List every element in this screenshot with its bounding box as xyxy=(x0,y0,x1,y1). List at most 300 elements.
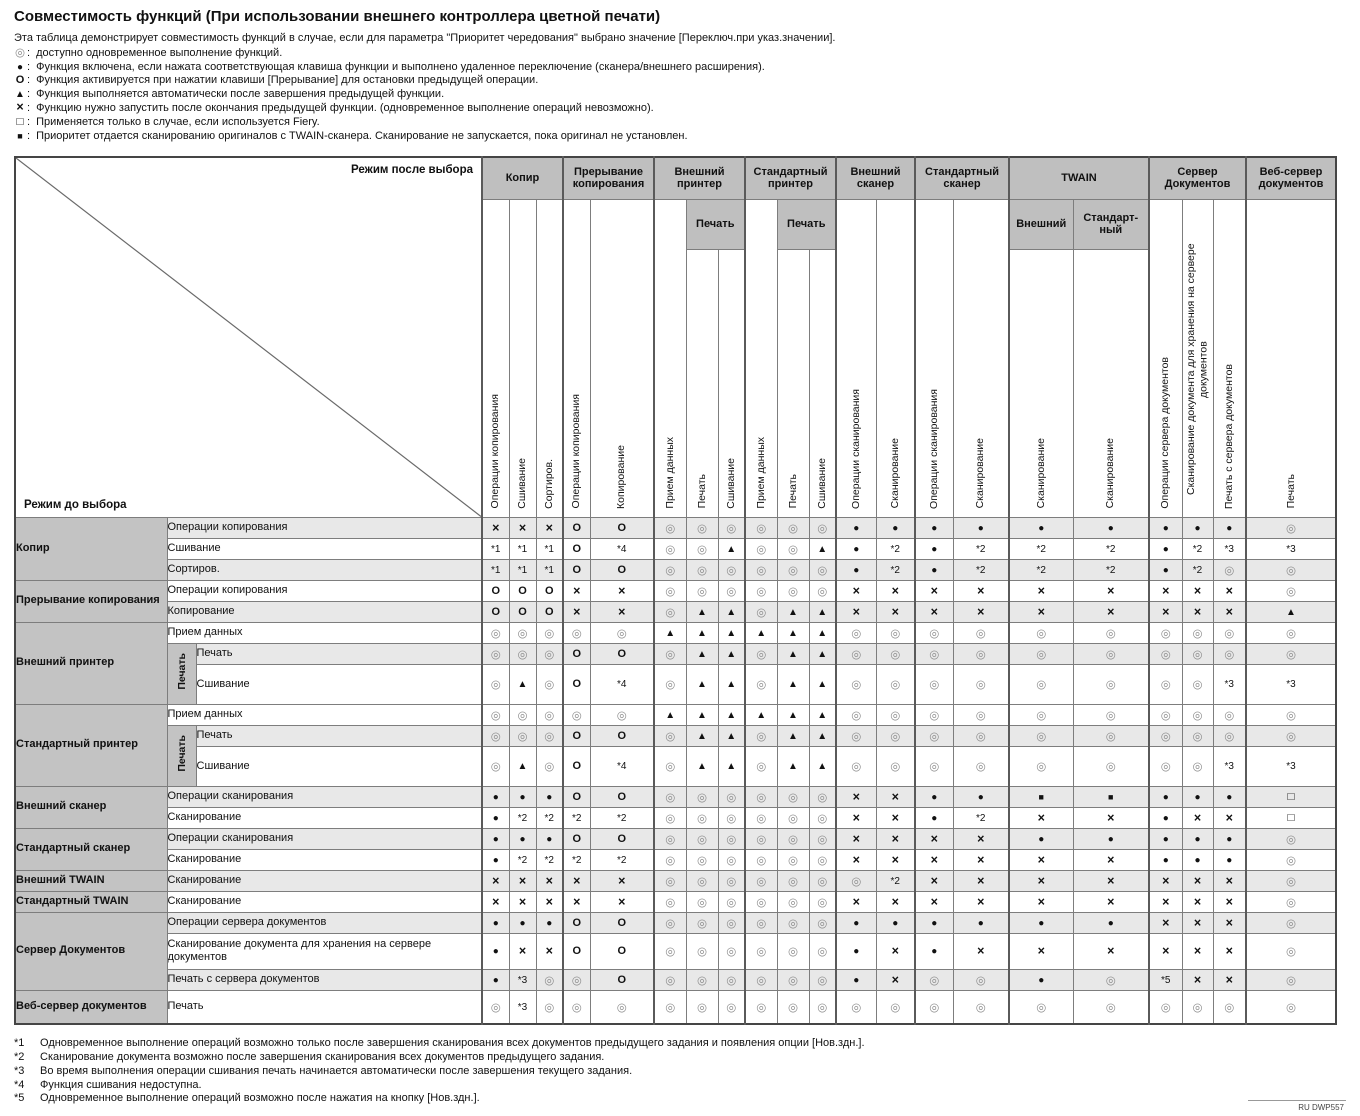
matrix-cell xyxy=(1182,912,1213,933)
symbol-note-3: *3 xyxy=(1286,679,1296,691)
matrix-cell xyxy=(1149,538,1182,559)
symbol-filled-circle: ● xyxy=(853,946,860,958)
matrix-cell xyxy=(563,912,590,933)
symbol-double-circle: ◎ xyxy=(544,648,555,661)
symbol-double-circle: ◎ xyxy=(756,791,767,804)
matrix-cell xyxy=(536,559,563,580)
matrix-cell xyxy=(482,725,509,746)
symbol-cross: × xyxy=(545,873,553,888)
symbol-double-circle: ◎ xyxy=(1285,585,1297,598)
matrix-cell xyxy=(563,849,590,870)
symbol-filled-circle: ● xyxy=(892,917,899,929)
matrix-cell xyxy=(536,786,563,807)
matrix-cell xyxy=(745,601,777,622)
matrix-cell xyxy=(1073,622,1149,643)
symbol-double-circle: ◎ xyxy=(490,1001,501,1014)
matrix-cell xyxy=(482,601,509,622)
symbol-double-circle: ◎ xyxy=(517,648,528,661)
symbol-filled-circle: ● xyxy=(519,791,526,803)
matrix-cell xyxy=(876,912,915,933)
matrix-cell xyxy=(536,664,563,704)
matrix-cell xyxy=(915,969,953,990)
matrix-cell xyxy=(686,849,718,870)
matrix-cell xyxy=(1182,517,1213,538)
symbol-cross: × xyxy=(1107,583,1115,598)
matrix-cell xyxy=(1213,704,1246,725)
matrix-cell xyxy=(1149,517,1182,538)
matrix-cell xyxy=(509,870,536,891)
symbol-black-square: ■ xyxy=(1108,791,1114,802)
matrix-cell xyxy=(1246,580,1336,601)
symbol-open-circle: O xyxy=(572,916,582,929)
matrix-cell xyxy=(1182,786,1213,807)
symbol-note-2: *2 xyxy=(1106,543,1116,555)
matrix-cell xyxy=(953,891,1009,912)
row-header: Сканирование документа для хранения на сервере документов xyxy=(167,933,482,969)
matrix-cell xyxy=(536,704,563,725)
matrix-cell xyxy=(953,746,1009,786)
matrix-cell xyxy=(876,704,915,725)
matrix-cell xyxy=(563,704,590,725)
symbol-double-circle: ◎ xyxy=(851,761,862,774)
matrix-cell xyxy=(718,807,745,828)
matrix-cell xyxy=(563,990,590,1024)
matrix-cell xyxy=(1246,559,1336,580)
matrix-cell xyxy=(718,786,745,807)
matrix-cell xyxy=(836,601,876,622)
symbol-double-circle: ◎ xyxy=(851,648,862,661)
symbol-double-circle: ◎ xyxy=(975,627,986,640)
symbol-double-circle: ◎ xyxy=(817,833,828,846)
matrix-cell xyxy=(563,664,590,704)
col-group-header: Стандартный принтер xyxy=(745,157,836,199)
symbol-cross: × xyxy=(1225,604,1233,619)
row-header: Операции копирования xyxy=(167,517,482,538)
symbol-white-square: □ xyxy=(1287,811,1295,824)
symbol-filled-circle: ● xyxy=(492,812,499,824)
symbol-filled-circle: ● xyxy=(492,946,499,958)
row-group-header: Копир xyxy=(15,517,167,580)
print-vertical-label: Печать xyxy=(167,643,196,704)
matrix-cell xyxy=(745,786,777,807)
matrix-cell xyxy=(1182,559,1213,580)
matrix-cell xyxy=(836,807,876,828)
symbol-note-3: *3 xyxy=(517,1001,528,1013)
matrix-cell xyxy=(809,786,836,807)
symbol-double-circle: ◎ xyxy=(517,709,528,722)
matrix-cell xyxy=(876,849,915,870)
symbol-double-circle: ◎ xyxy=(1285,875,1297,888)
matrix-cell xyxy=(1009,622,1073,643)
symbol-note-2: *2 xyxy=(517,812,528,824)
legend-symbol-triangle: ▲ xyxy=(15,88,25,100)
symbol-open-circle: O xyxy=(572,760,582,773)
matrix-cell xyxy=(836,891,876,912)
matrix-cell xyxy=(1213,828,1246,849)
symbol-triangle: ▲ xyxy=(726,761,737,773)
row-header: Сканирование xyxy=(167,891,482,912)
symbol-double-circle: ◎ xyxy=(696,1001,708,1014)
symbol-cross: × xyxy=(1107,810,1115,825)
matrix-cell xyxy=(953,601,1009,622)
symbol-double-circle: ◎ xyxy=(544,974,555,987)
matrix-cell xyxy=(777,807,809,828)
matrix-cell xyxy=(1182,704,1213,725)
matrix-cell xyxy=(1149,870,1182,891)
matrix-cell xyxy=(1149,786,1182,807)
symbol-note-2: *2 xyxy=(1192,564,1203,576)
matrix-cell xyxy=(777,933,809,969)
matrix-cell xyxy=(915,601,953,622)
symbol-filled-circle: ● xyxy=(1162,833,1169,845)
symbol-double-circle: ◎ xyxy=(616,627,627,640)
matrix-cell xyxy=(590,559,654,580)
matrix-cell xyxy=(563,601,590,622)
matrix-cell xyxy=(1009,559,1073,580)
symbol-double-circle: ◎ xyxy=(1036,730,1047,743)
matrix-cell xyxy=(1073,725,1149,746)
footnote-number: *1 xyxy=(14,1037,25,1050)
matrix-cell xyxy=(509,786,536,807)
matrix-cell xyxy=(590,580,654,601)
symbol-double-circle: ◎ xyxy=(726,974,737,987)
matrix-cell xyxy=(563,828,590,849)
symbol-note-3: *3 xyxy=(1286,543,1296,555)
column-header: Операции копирования xyxy=(563,199,590,517)
symbol-filled-circle: ● xyxy=(892,522,899,534)
symbol-filled-circle: ● xyxy=(546,791,553,803)
symbol-filled-circle: ● xyxy=(1162,522,1169,534)
column-header: Сортиров. xyxy=(536,199,563,517)
matrix-cell xyxy=(482,891,509,912)
col-sub-header: Печать xyxy=(686,199,745,249)
symbol-filled-circle: ● xyxy=(1038,833,1045,845)
matrix-cell xyxy=(836,704,876,725)
symbol-open-circle: O xyxy=(617,521,627,534)
matrix-cell xyxy=(482,870,509,891)
column-header: Сшивание xyxy=(718,249,745,517)
matrix-cell xyxy=(1213,622,1246,643)
matrix-cell xyxy=(1246,990,1336,1024)
symbol-double-circle: ◎ xyxy=(756,833,767,846)
symbol-double-circle: ◎ xyxy=(1105,709,1116,722)
matrix-cell xyxy=(686,828,718,849)
symbol-cross: × xyxy=(891,789,899,804)
matrix-cell xyxy=(482,622,509,643)
symbol-double-circle: ◎ xyxy=(726,854,737,867)
matrix-cell xyxy=(1246,969,1336,990)
matrix-cell xyxy=(1182,622,1213,643)
symbol-triangle: ▲ xyxy=(726,627,737,639)
matrix-cell xyxy=(953,828,1009,849)
symbol-double-circle: ◎ xyxy=(929,648,940,661)
symbol-cross: × xyxy=(1225,944,1233,959)
symbol-double-circle: ◎ xyxy=(1160,679,1171,692)
symbol-double-circle: ◎ xyxy=(665,812,676,825)
matrix-cell xyxy=(686,664,718,704)
symbol-filled-circle: ● xyxy=(977,522,984,534)
symbol-note-1: *1 xyxy=(544,564,554,576)
matrix-cell xyxy=(482,990,509,1024)
footnote-text: Сканирование документа возможно после завершения сканирования всех документов предыдущего задания. xyxy=(40,1050,605,1063)
column-header: Сшивание xyxy=(509,199,536,517)
symbol-cross: × xyxy=(1193,972,1202,987)
symbol-triangle: ▲ xyxy=(817,730,828,742)
symbol-cross: × xyxy=(573,583,581,598)
symbol-note-1: *1 xyxy=(544,543,554,555)
matrix-cell xyxy=(536,969,563,990)
symbol-double-circle: ◎ xyxy=(726,522,737,535)
matrix-cell xyxy=(953,664,1009,704)
symbol-double-circle: ◎ xyxy=(890,761,901,774)
matrix-cell xyxy=(654,786,686,807)
symbol-triangle: ▲ xyxy=(726,543,737,555)
matrix-cell xyxy=(809,912,836,933)
matrix-cell xyxy=(809,891,836,912)
matrix-cell xyxy=(509,912,536,933)
matrix-cell xyxy=(809,538,836,559)
footnote xyxy=(14,1065,1346,1079)
legend-symbol-white-square: □ xyxy=(16,115,24,128)
symbol-triangle: ▲ xyxy=(726,709,737,721)
matrix-cell xyxy=(953,912,1009,933)
symbol-open-circle: O xyxy=(572,647,582,660)
symbol-double-circle: ◎ xyxy=(726,875,737,888)
symbol-double-circle: ◎ xyxy=(665,974,676,987)
symbol-double-circle: ◎ xyxy=(696,522,708,535)
matrix-cell xyxy=(809,559,836,580)
symbol-double-circle: ◎ xyxy=(544,679,555,692)
row-header: Копирование xyxy=(167,601,482,622)
col-group-header: Прерывание копирования xyxy=(563,157,654,199)
row-group-header: Внешний сканер xyxy=(15,786,167,828)
symbol-filled-circle: ● xyxy=(546,833,553,845)
symbol-filled-circle: ● xyxy=(1226,522,1233,534)
matrix-cell xyxy=(1246,828,1336,849)
matrix-cell xyxy=(836,933,876,969)
matrix-cell xyxy=(745,559,777,580)
symbol-double-circle: ◎ xyxy=(756,564,767,577)
matrix-cell xyxy=(563,891,590,912)
matrix-cell xyxy=(809,746,836,786)
symbol-double-circle: ◎ xyxy=(1224,648,1235,661)
symbol-double-circle: ◎ xyxy=(1036,709,1047,722)
footnote-number: *3 xyxy=(14,1064,25,1077)
matrix-cell xyxy=(836,580,876,601)
matrix-cell xyxy=(509,828,536,849)
matrix-cell xyxy=(1213,601,1246,622)
matrix-cell xyxy=(1149,664,1182,704)
matrix-cell xyxy=(686,969,718,990)
symbol-double-circle: ◎ xyxy=(665,679,676,692)
matrix-cell xyxy=(482,664,509,704)
symbol-note-2: *2 xyxy=(572,854,582,866)
matrix-cell xyxy=(563,969,590,990)
corner-label-mode-after: Режим после выбора xyxy=(351,164,473,177)
matrix-cell xyxy=(777,870,809,891)
table-corner xyxy=(15,157,482,517)
matrix-cell xyxy=(745,828,777,849)
matrix-cell xyxy=(1149,969,1182,990)
symbol-double-circle: ◎ xyxy=(696,791,708,804)
legend-symbol-filled-circle: ● xyxy=(16,61,24,73)
symbol-open-circle: O xyxy=(572,521,582,534)
matrix-cell xyxy=(953,990,1009,1024)
symbol-double-circle: ◎ xyxy=(571,1001,582,1014)
matrix-cell xyxy=(509,517,536,538)
matrix-cell xyxy=(654,517,686,538)
matrix-cell xyxy=(915,891,953,912)
symbol-double-circle: ◎ xyxy=(665,585,676,598)
symbol-cross: × xyxy=(1225,915,1233,930)
row-group-header: Прерывание копирования xyxy=(15,580,167,622)
matrix-cell xyxy=(1246,704,1336,725)
legend-colon: : xyxy=(27,129,34,142)
symbol-double-circle: ◎ xyxy=(975,679,986,692)
symbol-double-circle: ◎ xyxy=(929,709,940,722)
footnote-text: Во время выполнения операции сшивания печать начинается автоматически после завершения текущего задания. xyxy=(40,1064,633,1077)
matrix-cell xyxy=(777,891,809,912)
symbol-cross: × xyxy=(518,873,527,888)
matrix-cell xyxy=(482,643,509,664)
matrix-cell xyxy=(745,664,777,704)
matrix-cell xyxy=(1009,725,1073,746)
matrix-cell xyxy=(777,746,809,786)
matrix-cell xyxy=(777,643,809,664)
matrix-cell xyxy=(718,704,745,725)
symbol-double-circle: ◎ xyxy=(1160,709,1171,722)
matrix-cell xyxy=(1149,601,1182,622)
symbol-cross: × xyxy=(1037,873,1045,888)
symbol-double-circle: ◎ xyxy=(696,833,708,846)
symbol-triangle: ▲ xyxy=(788,709,798,721)
matrix-cell xyxy=(590,990,654,1024)
matrix-cell xyxy=(590,786,654,807)
matrix-cell xyxy=(745,870,777,891)
symbol-note-3: *3 xyxy=(517,974,528,986)
symbol-note-2: *2 xyxy=(1036,543,1046,555)
symbol-double-circle: ◎ xyxy=(929,627,940,640)
row-header: Печать xyxy=(196,725,482,746)
symbol-cross: × xyxy=(930,873,938,888)
symbol-double-circle: ◎ xyxy=(1224,730,1235,743)
matrix-cell xyxy=(563,580,590,601)
matrix-cell xyxy=(777,912,809,933)
symbol-note-3: *3 xyxy=(1286,761,1296,773)
symbol-cross: × xyxy=(891,972,899,987)
matrix-cell xyxy=(482,746,509,786)
symbol-double-circle: ◎ xyxy=(665,896,676,909)
matrix-cell xyxy=(745,969,777,990)
symbol-double-circle: ◎ xyxy=(1036,761,1047,774)
symbol-double-circle: ◎ xyxy=(817,854,828,867)
matrix-cell xyxy=(876,786,915,807)
matrix-cell xyxy=(654,870,686,891)
matrix-cell xyxy=(915,807,953,828)
symbol-filled-circle: ● xyxy=(1038,974,1045,986)
matrix-cell xyxy=(536,725,563,746)
symbol-double-circle: ◎ xyxy=(544,730,555,743)
matrix-cell xyxy=(654,559,686,580)
matrix-cell xyxy=(686,891,718,912)
intro-text: Эта таблица демонстрирует совместимость функций в случае, если для параметра "Приоритет чередования" выбрано значение [Переключ.при указ.значении]. xyxy=(14,32,836,44)
matrix-cell xyxy=(1073,580,1149,601)
matrix-cell xyxy=(745,746,777,786)
symbol-filled-circle: ● xyxy=(1226,854,1233,866)
matrix-cell xyxy=(777,622,809,643)
symbol-triangle: ▲ xyxy=(817,648,828,660)
symbol-filled-circle: ● xyxy=(931,522,938,534)
matrix-cell xyxy=(876,538,915,559)
matrix-cell xyxy=(536,828,563,849)
symbol-double-circle: ◎ xyxy=(1160,648,1171,661)
matrix-cell xyxy=(745,580,777,601)
symbol-double-circle: ◎ xyxy=(817,896,828,909)
legend-text: Функция активируется при нажатии клавиши [Прерывание] для остановки предыдущей операции. xyxy=(36,74,539,87)
matrix-cell xyxy=(777,559,809,580)
matrix-cell xyxy=(1009,870,1073,891)
symbol-triangle: ▲ xyxy=(697,730,707,742)
legend-symbol-black-square: ■ xyxy=(17,130,23,141)
symbol-filled-circle: ● xyxy=(492,833,499,845)
matrix-cell xyxy=(1213,990,1246,1024)
matrix-cell xyxy=(1073,704,1149,725)
matrix-cell xyxy=(654,912,686,933)
symbol-filled-circle: ● xyxy=(1162,791,1169,803)
footnote xyxy=(14,1037,1346,1051)
symbol-open-circle: O xyxy=(617,945,627,958)
symbol-double-circle: ◎ xyxy=(851,875,862,888)
matrix-cell xyxy=(1213,517,1246,538)
matrix-cell xyxy=(590,538,654,559)
legend-item xyxy=(14,116,1346,130)
symbol-cross: × xyxy=(852,852,860,867)
matrix-cell xyxy=(809,807,836,828)
row-header: Операции сканирования xyxy=(167,828,482,849)
matrix-cell xyxy=(915,664,953,704)
symbol-double-circle: ◎ xyxy=(1285,564,1297,577)
matrix-cell xyxy=(836,517,876,538)
symbol-double-circle: ◎ xyxy=(787,585,799,598)
symbol-double-circle: ◎ xyxy=(756,875,767,888)
legend-colon: : xyxy=(27,60,34,73)
symbol-double-circle: ◎ xyxy=(787,974,799,987)
matrix-cell xyxy=(1073,990,1149,1024)
matrix-cell xyxy=(745,849,777,870)
symbol-double-circle: ◎ xyxy=(1036,679,1047,692)
symbol-double-circle: ◎ xyxy=(929,974,940,987)
matrix-cell xyxy=(777,969,809,990)
matrix-cell xyxy=(777,601,809,622)
symbol-note-1: *1 xyxy=(491,564,501,576)
matrix-cell xyxy=(536,580,563,601)
matrix-cell xyxy=(482,828,509,849)
column-header: Копирование xyxy=(590,199,654,517)
matrix-cell xyxy=(536,990,563,1024)
matrix-cell xyxy=(1073,601,1149,622)
matrix-cell xyxy=(1246,746,1336,786)
symbol-cross: × xyxy=(977,583,985,598)
symbol-cross: × xyxy=(618,873,626,888)
symbol-cross: × xyxy=(1037,604,1045,619)
symbol-cross: × xyxy=(891,894,899,909)
symbol-open-circle: O xyxy=(518,605,527,618)
symbol-triangle: ▲ xyxy=(726,648,737,660)
col-group-header: Сервер Документов xyxy=(1149,157,1246,199)
symbol-triangle: ▲ xyxy=(726,679,737,691)
symbol-open-circle: O xyxy=(572,790,582,803)
matrix-cell xyxy=(509,990,536,1024)
